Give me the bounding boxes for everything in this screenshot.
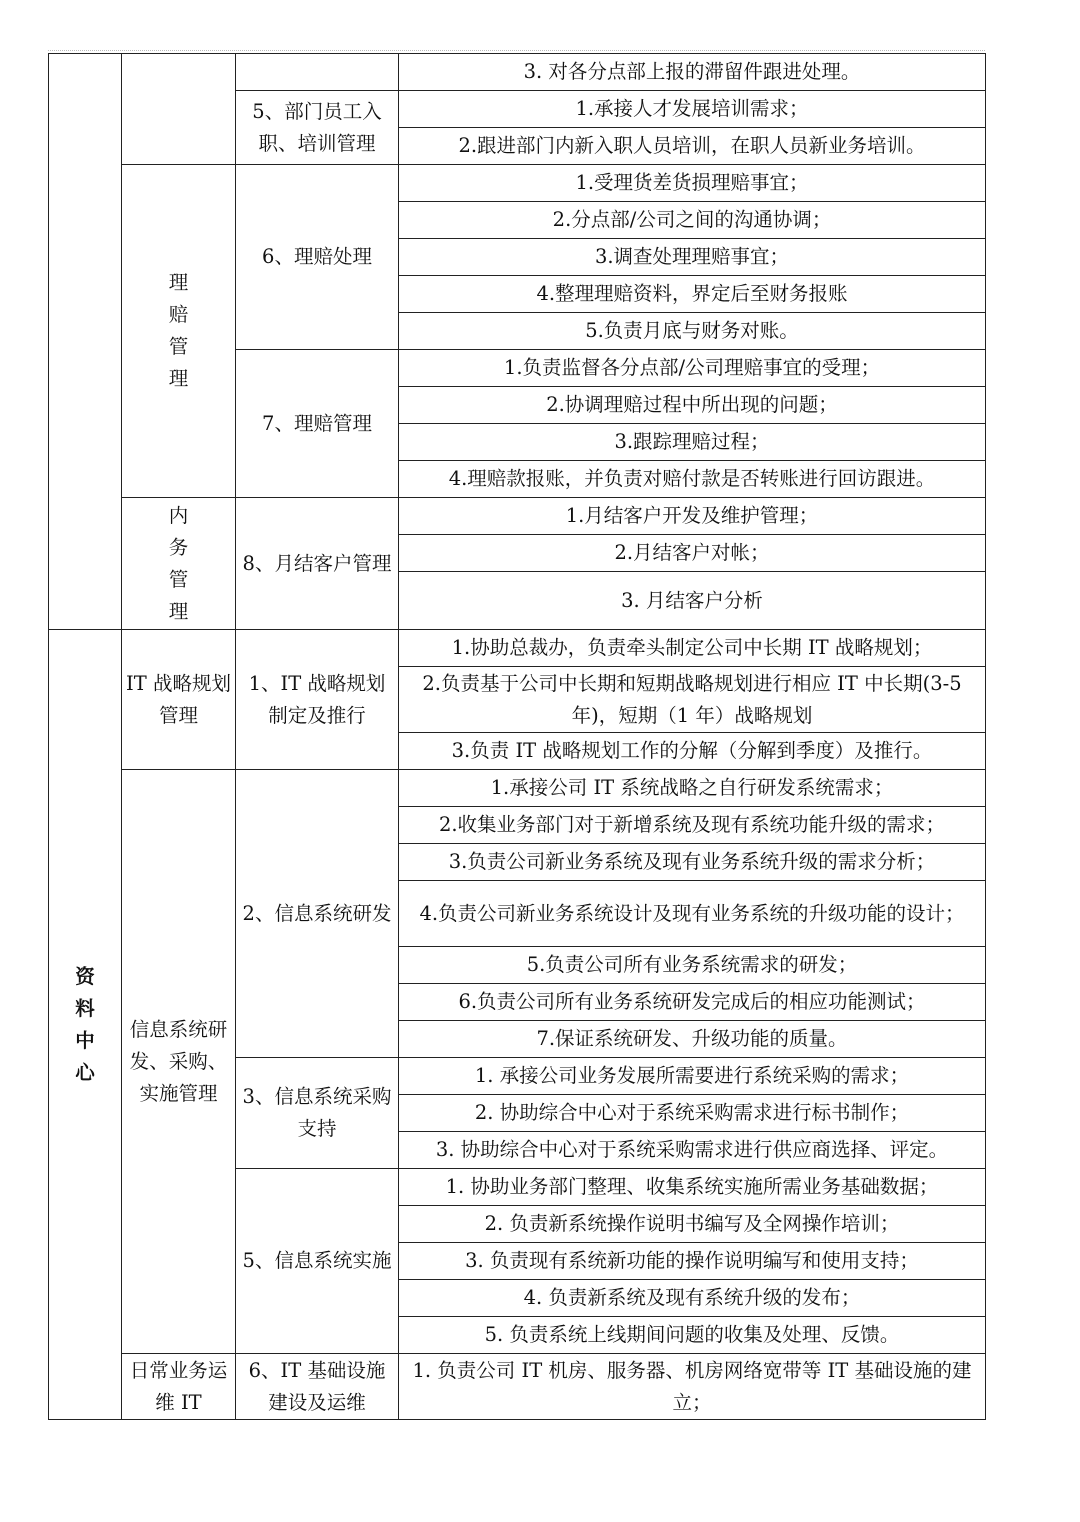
duty-item: 1.承接公司 IT 系统战略之自行研发系统需求； [399, 770, 986, 807]
task-cell: 7、理赔管理 [236, 350, 399, 498]
task-cell [236, 54, 399, 91]
duty-item: 3. 对各分点部上报的滞留件跟进处理。 [399, 54, 986, 91]
duty-item: 3.负责公司新业务系统及现有业务系统升级的需求分析； [399, 844, 986, 881]
task-cell: 5、信息系统实施 [236, 1169, 399, 1354]
department-duty-table [48, 53, 986, 1420]
duty-item: 2. 协助综合中心对于系统采购需求进行标书制作； [399, 1095, 986, 1132]
category-cell [122, 165, 236, 498]
category-cell [122, 54, 236, 165]
duty-item: 4.整理理赔资料，界定后至财务报账 [399, 276, 986, 313]
task-cell: 1、IT 战略规划制定及推行 [236, 630, 399, 770]
table-row [49, 165, 986, 202]
task-cell: 5、部门员工入职、培训管理 [236, 91, 399, 165]
duty-item: 2.跟进部门内新入职人员培训，在职人员新业务培训。 [399, 128, 986, 165]
table-row [49, 630, 986, 667]
duty-item: 3.调查处理理赔事宜； [399, 239, 986, 276]
category-label: 内务管理 [168, 503, 189, 623]
category-cell: 信息系统研发、采购、实施管理 [122, 770, 236, 1354]
duty-item: 5. 负责系统上线期间问题的收集及处理、反馈。 [399, 1317, 986, 1354]
table-row [49, 1354, 986, 1420]
table-row [49, 770, 986, 807]
duty-item: 4.理赔款报账，并负责对赔付款是否转账进行回访跟进。 [399, 461, 986, 498]
duty-item: 4.负责公司新业务系统设计及现有业务系统的升级功能的设计； [399, 881, 986, 947]
page-top-border [48, 50, 985, 51]
duty-item: 2.协调理赔过程中所出现的问题； [399, 387, 986, 424]
category-cell [122, 498, 236, 630]
table-row [49, 54, 986, 91]
duty-item: 6.负责公司所有业务系统研发完成后的相应功能测试； [399, 984, 986, 1021]
department-cell [49, 54, 122, 630]
task-cell: 6、理赔处理 [236, 165, 399, 350]
duty-item: 3. 月结客户分析 [399, 572, 986, 630]
duty-item: 1.负责监督各分点部/公司理赔事宜的受理； [399, 350, 986, 387]
department-label: 资料中心 [75, 964, 95, 1084]
duty-item: 1. 承接公司业务发展所需要进行系统采购的需求； [399, 1058, 986, 1095]
task-cell: 8、月结客户管理 [236, 498, 399, 630]
category-label: 理赔管理 [168, 271, 189, 390]
duty-item: 2.月结客户对帐； [399, 535, 986, 572]
task-cell: 2、信息系统研发 [236, 770, 399, 1058]
duty-item: 1.月结客户开发及维护管理； [399, 498, 986, 535]
category-cell: IT 战略规划管理 [122, 630, 236, 770]
task-cell: 3、信息系统采购支持 [236, 1058, 399, 1169]
duty-item: 3. 负责现有系统新功能的操作说明编写和使用支持； [399, 1243, 986, 1280]
duty-item: 7.保证系统研发、升级功能的质量。 [399, 1021, 986, 1058]
duty-item: 1.承接人才发展培训需求； [399, 91, 986, 128]
duty-item: 3.负责 IT 战略规划工作的分解（分解到季度）及推行。 [399, 733, 986, 770]
duty-item: 1. 负责公司 IT 机房、服务器、机房网络宽带等 IT 基础设施的建立； [399, 1354, 986, 1420]
duty-item: 2.收集业务部门对于新增系统及现有系统功能升级的需求； [399, 807, 986, 844]
duty-item: 5.负责月底与财务对账。 [399, 313, 986, 350]
task-cell: 6、IT 基础设施建设及运维 [236, 1354, 399, 1420]
duty-item: 3.跟踪理赔过程； [399, 424, 986, 461]
department-cell [49, 630, 122, 1420]
duty-item: 3. 协助综合中心对于系统采购需求进行供应商选择、评定。 [399, 1132, 986, 1169]
table-row [49, 498, 986, 535]
duty-item: 1.受理货差货损理赔事宜； [399, 165, 986, 202]
duty-item: 5.负责公司所有业务系统需求的研发； [399, 947, 986, 984]
duty-item: 2.分点部/公司之间的沟通协调； [399, 202, 986, 239]
category-cell: 日常业务运维 IT [122, 1354, 236, 1420]
duty-item: 1.协助总裁办，负责牵头制定公司中长期 IT 战略规划； [399, 630, 986, 667]
duty-item: 2. 负责新系统操作说明书编写及全网操作培训； [399, 1206, 986, 1243]
duty-item: 4. 负责新系统及现有系统升级的发布； [399, 1280, 986, 1317]
duty-item: 2.负责基于公司中长期和短期战略规划进行相应 IT 中长期(3-5 年)，短期（1 年）战略规划 [399, 667, 986, 733]
duty-item: 1. 协助业务部门整理、收集系统实施所需业务基础数据； [399, 1169, 986, 1206]
